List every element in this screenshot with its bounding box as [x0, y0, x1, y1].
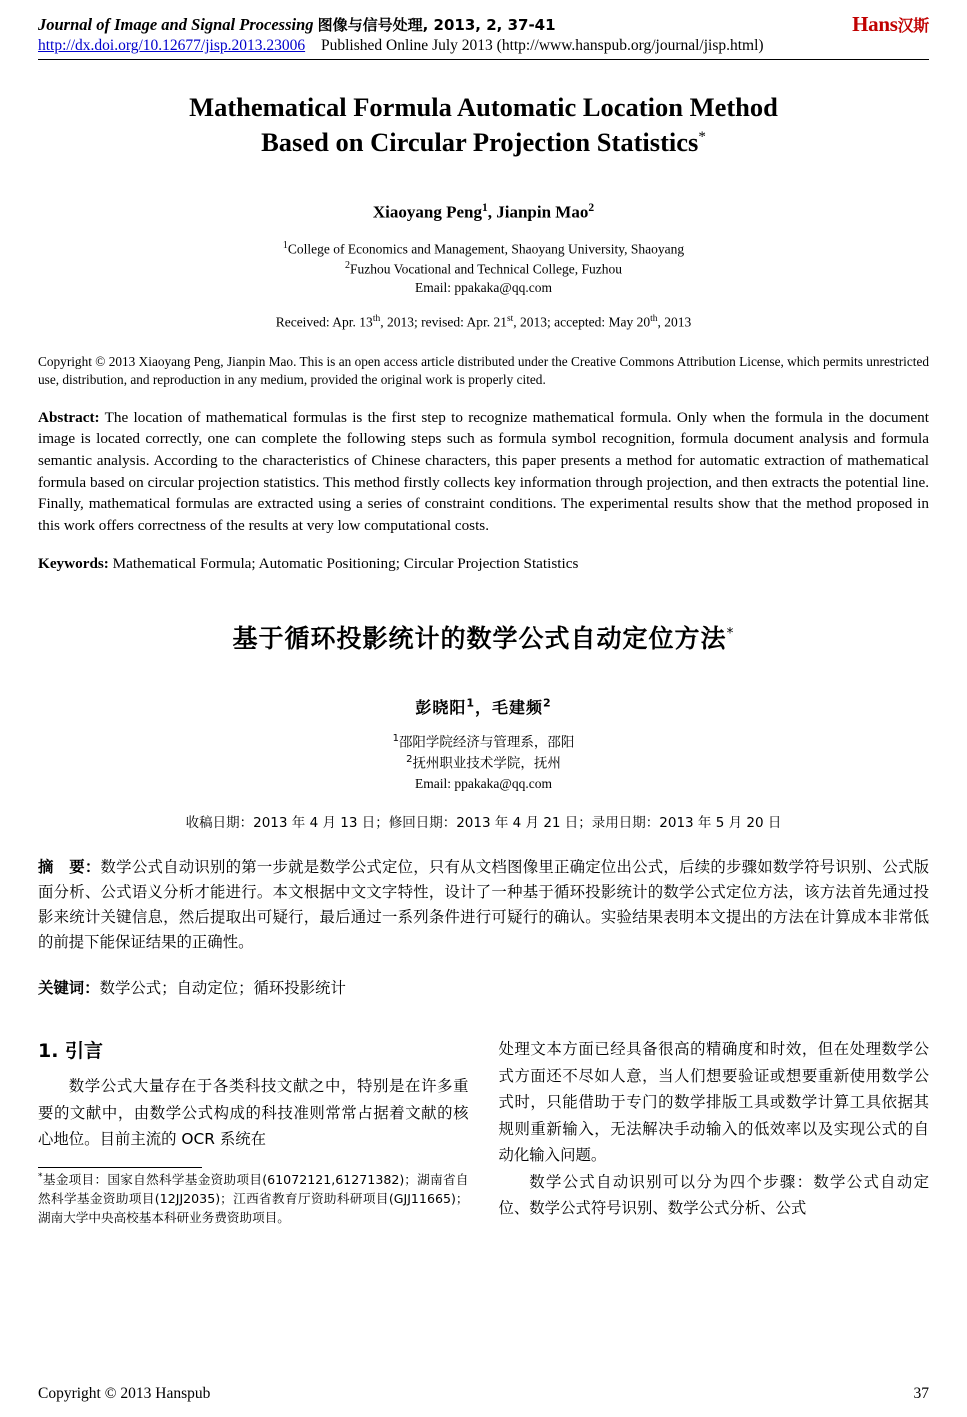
- paragraph: 数学公式自动识别可以分为四个步骤：数学公式自动定位、数学公式符号识别、数学公式分析、公式: [498, 1172, 929, 1218]
- keywords-label: Keywords:: [38, 555, 109, 573]
- footnote-block: [38, 1167, 469, 1228]
- author-separator: ,: [487, 202, 497, 222]
- affiliation-2-text-cn: 抚州职业技术学院，抚州: [412, 755, 561, 772]
- published-online-text: Published Online July 2013 (http://www.hanspub.org/journal/jisp.html): [320, 37, 764, 54]
- affiliations: [38, 239, 929, 298]
- footnote-marker: *: [38, 1171, 43, 1182]
- contact-email: Email: ppakaka@qq.com: [415, 279, 552, 295]
- hans-logo-cn: 汉斯: [897, 16, 929, 35]
- author-1-name: Xiaoyang Peng: [372, 202, 482, 222]
- affiliation-1-text-cn: 邵阳学院经济与管理系，邵阳: [398, 734, 575, 751]
- section-1-body-left: [38, 1073, 469, 1152]
- header-divider: [38, 59, 929, 60]
- footer-copyright: Copyright © 2013 Hanspub: [38, 1385, 211, 1402]
- affiliation-2-cn: [38, 753, 929, 774]
- keywords-label-cn: 关键词：: [38, 979, 100, 998]
- author-2-affil-marker-cn: 2: [543, 696, 552, 710]
- keywords-block-cn: [38, 977, 929, 1000]
- author-separator-cn: ，: [474, 697, 492, 717]
- column-left: [38, 1036, 469, 1227]
- submission-dates-cn: 收稿日期：2013 年 4 月 13 日；修回日期：2013 年 4 月 21 日；录用日期：2013 年 5 月 20 日: [185, 815, 782, 832]
- title-line-2: [88, 125, 879, 160]
- title-line-1: Mathematical Formula Automatic Location Method: [189, 92, 778, 122]
- journal-title-cn: 图像与信号处理, 2013, 2, 37-41: [317, 16, 556, 34]
- affiliation-1-text: College of Economics and Management, Shaoyang University, Shaoyang: [287, 241, 685, 257]
- doi-link[interactable]: http://dx.doi.org/10.12677/jisp.2013.23006: [38, 37, 306, 54]
- author-list-cn: [38, 695, 929, 718]
- copyright-notice: Copyright © 2013 Xiaoyang Peng, Jianpin Mao. This is an open access article distributed under the Creative Commons Attribution License, which permits unrestricted use, distribution, and reproduction in any medium, provided the original work is properly cited.: [38, 353, 929, 387]
- affiliation-1-marker: 1: [282, 239, 288, 251]
- revised-ordinal: st: [506, 314, 514, 325]
- page-header: [38, 14, 929, 35]
- affiliation-1-marker-cn: 1: [392, 732, 399, 744]
- keywords-text-cn: 数学公式；自动定位；循环投影统计: [99, 979, 346, 998]
- accepted-label: , 2013; accepted: May 20: [513, 314, 651, 330]
- page-footer: [38, 1385, 929, 1403]
- page-title-cn: [38, 619, 929, 655]
- hans-logo-en: Hans: [852, 12, 898, 36]
- abstract-block-cn: [38, 855, 929, 955]
- section-heading-1: 1. 引言: [38, 1040, 104, 1063]
- title-line-2-text: Based on Circular Projection Statistics: [261, 126, 699, 157]
- affiliation-2-marker: 2: [344, 259, 350, 271]
- author-2-name: Jianpin Mao: [496, 202, 589, 222]
- title-footnote-marker: *: [698, 129, 706, 146]
- submission-dates: [38, 314, 929, 331]
- hans-logo: [852, 14, 929, 35]
- author-2-affil-marker: 2: [588, 201, 595, 214]
- keywords-block: [38, 553, 929, 574]
- author-1-affil-marker-cn: 1: [466, 696, 475, 710]
- accepted-year: , 2013: [657, 314, 692, 330]
- affiliation-1-cn: [38, 732, 929, 753]
- contact-email-cn: Email: ppakaka@qq.com: [415, 775, 552, 791]
- abstract-text-cn: 数学公式自动识别的第一步就是数学公式定位，只有从文档图像里正确定位出公式，后续的步骤如数学符号识别、公式版面分析、公式语义分析才能进行。本文根据中文文字特性，设计了一种基于循环投影统计的数学公式定位方法，该方法首先通过投影来统计关键信息，然后提取出可疑行，最后通过一系列条件进行可疑行的确认。实验结果表明本文提出的方法在计算成本非常低的前提下能保证结果的正确性。: [38, 858, 929, 952]
- received-ordinal: th: [372, 314, 381, 325]
- affiliation-1: [38, 239, 929, 259]
- abstract-block: [38, 407, 929, 536]
- journal-title-en: Journal of Image and Signal Processing: [38, 15, 314, 34]
- received-label: Received: Apr. 13: [275, 314, 373, 330]
- paragraph: 数学公式大量存在于各类科技文献之中，特别是在许多重要的文献中，由数学公式构成的科技准则常常占据着文献的核心地位。目前主流的 OCR 系统在: [38, 1077, 469, 1149]
- author-list: [38, 202, 929, 223]
- affiliations-cn: [38, 732, 929, 794]
- affiliation-2: [38, 259, 929, 279]
- page-title: [88, 90, 879, 160]
- abstract-label: Abstract:: [38, 408, 100, 426]
- page-number: 37: [913, 1385, 929, 1402]
- doi-line: [38, 37, 929, 55]
- author-1-name-cn: 彭晓阳: [415, 697, 467, 717]
- author-2-name-cn: 毛建频: [492, 697, 544, 717]
- keywords-text: Mathematical Formula; Automatic Positioning; Circular Projection Statistics: [108, 555, 579, 573]
- abstract-text: The location of mathematical formulas is the first step to recognize mathematical formula. Only when the formula in the document image is located correctly, one can complete the following steps such as formula symbol recognition, formula document analysis and formula semantic analysis. According to the characteristics of Chinese characters, this paper presents a method for automatic extraction of mathematical formula based on circular projection statistics. This method firstly collects key information through projection, and then extracts the potential line. Finally, mathematical formulas are extracted using a series of constraint conditions. The experimental results show that the method proposed in this work offers correctness of the results at very low computational costs.: [38, 408, 929, 534]
- section-1-body-right: [499, 1036, 930, 1221]
- column-right: [499, 1036, 930, 1227]
- footnote-divider: [38, 1167, 202, 1168]
- abstract-label-cn: 摘 要：: [38, 858, 101, 877]
- affiliation-2-marker-cn: 2: [406, 753, 413, 765]
- paragraph: 处理文本方面已经具备很高的精确度和时效，但在处理数学公式方面还不尽如人意，当人们想要验证或想要重新使用数学公式时，只能借助于专门的数学排版工具或数学计算工具依据其规则重新输入，无法解决手动输入的低效率以及实现公式的自动化输入问题。: [498, 1040, 929, 1165]
- journal-title-block: [38, 14, 556, 35]
- author-1-affil-marker: 1: [481, 201, 488, 214]
- body-columns: [38, 1036, 929, 1227]
- accepted-ordinal: th: [650, 314, 658, 325]
- title-cn-footnote-marker: *: [726, 625, 735, 642]
- revised-label: , 2013; revised: Apr. 21: [380, 314, 507, 330]
- affiliation-2-text: Fuzhou Vocational and Technical College, Fuzhou: [349, 261, 622, 277]
- page-title-cn-text: 基于循环投影统计的数学公式自动定位方法: [232, 623, 727, 653]
- footnote-text: 基金项目：国家自然科学基金资助项目(61072121,61271382)；湖南省自然科学基金资助项目(12JJ2035)；江西省教育厅资助科研项目(GJJ11665)；湖南大学中央高校基本科研业务费资助项目。: [38, 1171, 469, 1225]
